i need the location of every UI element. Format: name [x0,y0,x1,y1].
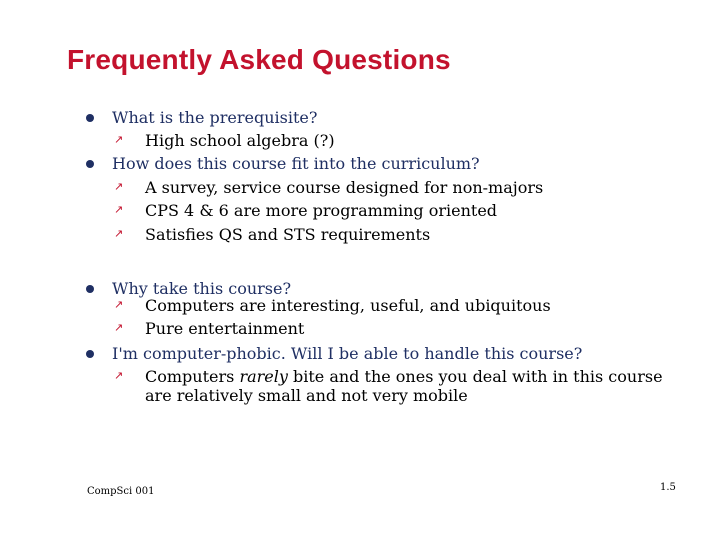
arrow-bullet-icon: ↗ [114,180,124,193]
faq-question: Why take this course? [112,279,292,298]
circle-bullet-icon [86,350,94,358]
answer-text-before: Computers [145,367,240,386]
faq-answer-continuation: are relatively small and not very mobile [145,386,468,405]
arrow-bullet-icon: ↗ [114,298,124,311]
circle-bullet-icon [86,285,94,293]
faq-answer: Computers are interesting, useful, and ubiquitous [145,296,551,315]
faq-answer: High school algebra (?) [145,131,335,150]
faq-answer: CPS 4 & 6 are more programming oriented [145,201,498,220]
faq-question: I'm computer-phobic. Will I be able to handle this course? [112,344,583,363]
arrow-bullet-icon: ↗ [114,227,124,240]
slide-title: Frequently Asked Questions [67,44,451,75]
faq-answer: A survey, service course designed for non-majors [145,178,544,197]
faq-answer: Pure entertainment [145,319,305,338]
arrow-bullet-icon: ↗ [114,321,124,334]
page-number: 1.5 [660,482,676,493]
course-code-footer: CompSci 001 [87,486,155,497]
circle-bullet-icon [86,160,94,168]
answer-emphasis: rarely [239,367,288,386]
faq-question: How does this course fit into the curriculum? [112,154,480,173]
faq-question: What is the prerequisite? [112,108,318,127]
faq-answer: Satisfies QS and STS requirements [145,225,431,244]
faq-answer [145,367,663,387]
arrow-bullet-icon: ↗ [114,369,124,382]
answer-text-after: bite and the ones you deal with in this course [287,367,663,386]
arrow-bullet-icon: ↗ [114,133,124,146]
arrow-bullet-icon: ↗ [114,203,124,216]
circle-bullet-icon [86,114,94,122]
